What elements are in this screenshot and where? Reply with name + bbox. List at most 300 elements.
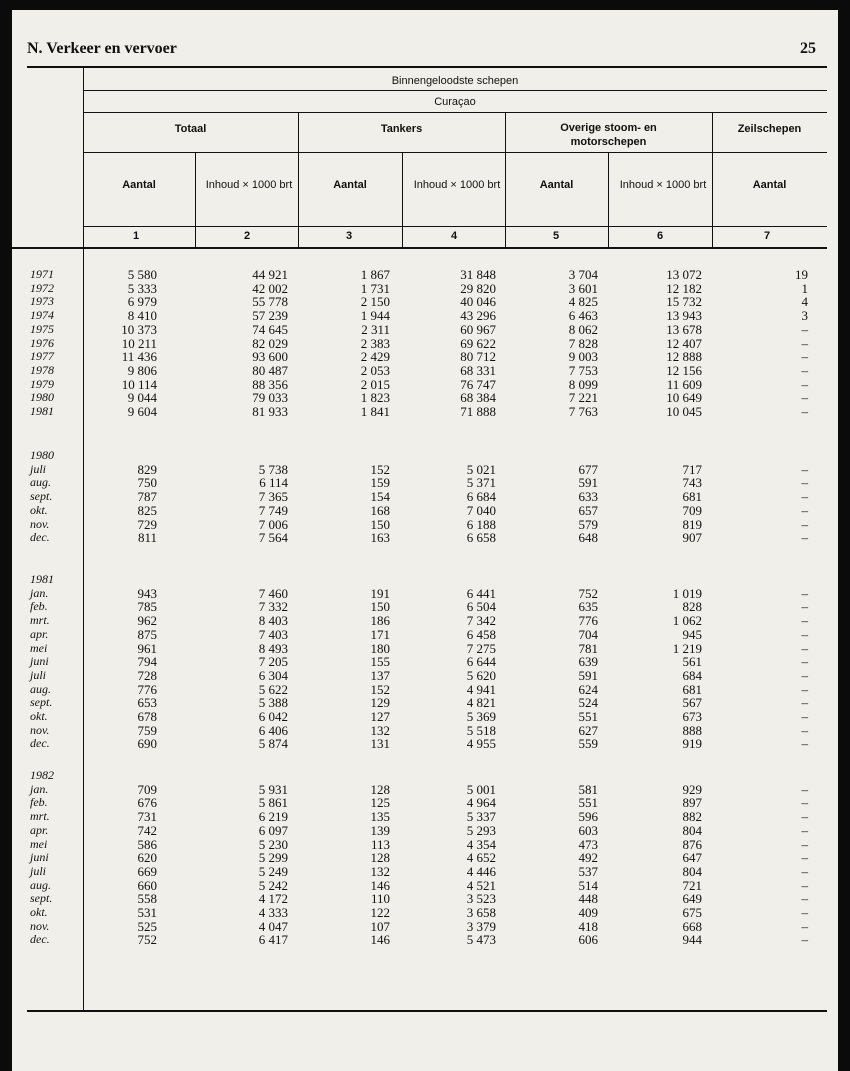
table-cell: – (801, 349, 808, 365)
table-cell: 717 (682, 461, 702, 477)
table-cell: 5 299 (258, 850, 288, 866)
table-cell: 7 342 (466, 613, 496, 629)
table-cell: 43 296 (460, 308, 496, 324)
table-cell: 57 239 (252, 308, 288, 324)
table-cell: 5 249 (258, 863, 288, 879)
table-cell: – (801, 681, 808, 697)
table-cell: 2 383 (360, 335, 390, 351)
table-cell: 128 (370, 850, 390, 866)
table-cell: 561 (682, 654, 702, 670)
table-cell: – (801, 722, 808, 738)
row-label: sept. (30, 695, 53, 710)
table-cell: 591 (578, 475, 598, 491)
group-zeilschepen: Zeilschepen (737, 123, 802, 135)
table-cell: 5 738 (258, 461, 288, 477)
top-rule (27, 66, 827, 68)
table-cell: 3 523 (466, 891, 496, 907)
row-label: jan. (30, 781, 49, 796)
table-cell: 639 (578, 654, 598, 670)
table-cell: 5 622 (258, 681, 288, 697)
table-cell: 653 (137, 695, 157, 711)
table-cell: – (801, 863, 808, 879)
table-cell: 150 (370, 516, 390, 532)
table-cell: 163 (370, 530, 390, 546)
table-cell: – (801, 599, 808, 615)
table-cell: 137 (370, 667, 390, 683)
table-cell: 7 753 (568, 362, 598, 378)
table-cell: 88 356 (252, 376, 288, 392)
table-cell: 1 (801, 280, 808, 296)
row-label: sept. (30, 489, 53, 504)
row-label: sept. (30, 891, 53, 906)
table-cell: 681 (682, 681, 702, 697)
table-cell: 678 (137, 709, 157, 724)
row-label: okt. (30, 709, 48, 723)
table-cell: 677 (578, 461, 598, 477)
row-label: 1972 (30, 280, 54, 295)
table-cell: 6 188 (466, 516, 496, 532)
section-title: N. Verkeer en vervoer (27, 40, 177, 57)
table-cell: 2 053 (360, 362, 390, 378)
group-tankers: Tankers (380, 123, 423, 135)
row-label: 1981 (30, 404, 54, 418)
table-cell: 875 (137, 626, 157, 642)
table-cell: 1 731 (360, 280, 390, 296)
table-cell: 5 473 (466, 932, 496, 948)
table-cell: – (801, 362, 808, 378)
table-cell: 591 (578, 667, 598, 683)
table-cell: 448 (578, 891, 598, 907)
table-cell: – (801, 530, 808, 546)
rule-1 (83, 90, 827, 91)
table-cell: 7 460 (258, 585, 288, 601)
table-cell: – (801, 736, 808, 752)
table-cell: 586 (137, 836, 157, 852)
table-cell: – (801, 390, 808, 406)
row-label: okt. (30, 502, 48, 517)
table-cell: 2 429 (360, 349, 390, 365)
table-cell: 804 (682, 822, 702, 838)
table-cell: 191 (370, 585, 390, 601)
table-cell: 627 (578, 722, 598, 738)
row-label: dec. (30, 932, 50, 947)
table-cell: 13 678 (666, 321, 702, 337)
table-cell: 3 379 (466, 918, 496, 934)
table-cell: 7 365 (258, 489, 288, 505)
row-label: 1980 (30, 448, 54, 462)
col-header-6: Inhoud × 1000 brt (619, 179, 707, 191)
table-cell: 675 (682, 905, 702, 920)
table-cell: – (801, 822, 808, 838)
table-cell: 5 337 (466, 809, 496, 825)
table-cell: 13 943 (666, 308, 702, 324)
table-cell: 8 493 (258, 640, 288, 656)
table-cell: 673 (682, 709, 702, 724)
table-cell: 10 373 (121, 321, 157, 337)
table-cell: 139 (370, 822, 390, 838)
row-label: aug. (30, 681, 51, 696)
row-label: 1973 (30, 294, 54, 309)
table-cell: 6 458 (466, 626, 496, 642)
row-label: 1971 (30, 267, 54, 281)
table-cell: 132 (370, 863, 390, 879)
table-cell: 12 407 (666, 335, 702, 351)
row-label: 1978 (30, 362, 54, 377)
table-cell: 7 403 (258, 626, 288, 642)
col-number-5: 5 (553, 230, 560, 242)
row-label: apr. (30, 822, 49, 837)
table-cell: – (801, 489, 808, 505)
table-cell: 5 620 (466, 667, 496, 683)
table-cell: 647 (682, 850, 702, 866)
table-cell: 11 609 (666, 376, 702, 392)
table-cell: 9 003 (568, 349, 598, 365)
table-cell: 60 967 (460, 321, 496, 337)
table-cell: – (801, 461, 808, 477)
row-label: okt. (30, 905, 48, 919)
table-cell: 781 (578, 640, 598, 656)
row-label: dec. (30, 530, 50, 545)
table-cell: 1 867 (360, 267, 390, 282)
document-page (12, 10, 838, 1071)
row-label: feb. (30, 599, 48, 614)
table-cell: – (801, 932, 808, 948)
table-cell: 5 001 (466, 781, 496, 797)
table-cell: 6 504 (466, 599, 496, 615)
table-cell: 125 (370, 795, 390, 811)
table-cell: 93 600 (252, 349, 288, 365)
table-cell: 750 (137, 475, 157, 491)
table-cell: 531 (137, 905, 157, 920)
table-cell: 681 (682, 489, 702, 505)
col-header-5: Aantal (539, 179, 574, 191)
row-label: mei (30, 836, 48, 851)
col-divider-3 (608, 152, 609, 247)
table-cell: 8 403 (258, 613, 288, 629)
table-cell: 19 (795, 267, 808, 282)
table-cell: 171 (370, 626, 390, 642)
table-cell: 5 333 (127, 280, 157, 296)
table-cell: – (801, 626, 808, 642)
table-cell: 150 (370, 599, 390, 615)
table-cell: 155 (370, 654, 390, 670)
table-cell: 558 (137, 891, 157, 907)
table-cell: 6 979 (127, 294, 157, 310)
table-cell: 159 (370, 475, 390, 491)
table-cell: 551 (578, 709, 598, 724)
table-cell: 9 806 (127, 362, 157, 378)
table-cell: – (801, 654, 808, 670)
table-cell: 648 (578, 530, 598, 546)
table-cell: 11 436 (121, 349, 157, 365)
table-cell: 7 040 (466, 502, 496, 518)
rule-5 (12, 247, 827, 249)
table-cell: 579 (578, 516, 598, 532)
table-cell: 6 658 (466, 530, 496, 546)
row-label: mrt. (30, 613, 50, 628)
table-cell: 676 (137, 795, 157, 811)
table-cell: 79 033 (252, 390, 288, 406)
table-cell: – (801, 809, 808, 825)
row-label: 1976 (30, 335, 54, 350)
table-cell: 113 (370, 836, 390, 852)
row-label: mrt. (30, 809, 50, 824)
table-cell: 4 172 (258, 891, 288, 907)
table-cell: – (801, 475, 808, 491)
col-number-7: 7 (764, 230, 771, 242)
table-cell: 929 (682, 781, 702, 797)
row-label: aug. (30, 475, 51, 490)
table-cell: 5 230 (258, 836, 288, 852)
col-number-6: 6 (657, 230, 664, 242)
table-cell: 3 658 (466, 905, 496, 920)
col-number-2: 2 (244, 230, 251, 242)
table-cell: 4 941 (466, 681, 496, 697)
row-label: nov. (30, 918, 50, 933)
table-cell: 129 (370, 695, 390, 711)
table-cell: 785 (137, 599, 157, 615)
table-cell: 3 704 (568, 267, 598, 282)
table-cell: 110 (370, 891, 390, 907)
row-label: jan. (30, 585, 49, 600)
table-cell: 5 518 (466, 722, 496, 738)
table-cell: 6 406 (258, 722, 288, 738)
table-cell: 4 354 (466, 836, 496, 852)
table-cell: 7 763 (568, 404, 598, 419)
table-cell: 6 417 (258, 932, 288, 948)
table-cell: 29 820 (460, 280, 496, 296)
table-cell: 606 (578, 932, 598, 948)
table-cell: 10 045 (666, 404, 702, 419)
table-cell: – (801, 695, 808, 711)
table-cell: 4 (801, 294, 808, 310)
table-cell: 811 (137, 530, 157, 546)
table-cell: 6 684 (466, 489, 496, 505)
table-cell: 882 (682, 809, 702, 825)
table-cell: 7 205 (258, 654, 288, 670)
table-cell: 514 (578, 877, 598, 893)
table-cell: 418 (578, 918, 598, 934)
table-cell: 721 (682, 877, 702, 893)
table-cell: 10 114 (121, 376, 157, 392)
table-cell: 962 (137, 613, 157, 629)
table-cell: 9 604 (127, 404, 157, 419)
table-cell: 2 015 (360, 376, 390, 392)
table-cell: 186 (370, 613, 390, 629)
table-cell: 897 (682, 795, 702, 811)
table-cell: 7 275 (466, 640, 496, 656)
table-cell: 943 (137, 585, 157, 601)
row-label: dec. (30, 736, 50, 751)
table-cell: 4 047 (258, 918, 288, 934)
table-cell: 6 114 (259, 475, 288, 491)
table-cell: – (801, 640, 808, 656)
table-cell: 3 (801, 308, 808, 324)
table-cell: 709 (682, 502, 702, 518)
table-cell: 7 564 (258, 530, 288, 546)
table-cell: 5 874 (258, 736, 288, 752)
page-number: 25 (800, 40, 816, 57)
table-cell: 3 601 (568, 280, 598, 296)
group-overige: Overige stoom- en motorschepen (560, 122, 657, 148)
table-cell: 473 (578, 836, 598, 852)
table-cell: 7 221 (568, 390, 598, 406)
table-cell: 6 097 (258, 822, 288, 838)
table-cell: 668 (682, 918, 702, 934)
table-cell: 603 (578, 822, 598, 838)
table-cell: 7 828 (568, 335, 598, 351)
table-cell: 8 099 (568, 376, 598, 392)
table-cell: 742 (137, 822, 157, 838)
table-cell: 787 (137, 489, 157, 505)
table-cell: 537 (578, 863, 598, 879)
table-cell: 107 (370, 918, 390, 934)
table-cell: 131 (370, 736, 390, 752)
row-label: 1977 (30, 349, 54, 364)
table-cell: 794 (137, 654, 157, 670)
table-cell: 409 (578, 905, 598, 920)
table-cell: 146 (370, 932, 390, 948)
table-cell: – (801, 404, 808, 419)
row-label: apr. (30, 626, 49, 641)
table-cell: 819 (682, 516, 702, 532)
table-cell: 876 (682, 836, 702, 852)
table-cell: 759 (137, 722, 157, 738)
table-cell: 888 (682, 722, 702, 738)
table-cell: 5 293 (466, 822, 496, 838)
table-cell: 525 (137, 918, 157, 934)
table-cell: 12 888 (666, 349, 702, 365)
col-header-4: Inhoud × 1000 brt (413, 179, 501, 191)
table-cell: 919 (682, 736, 702, 752)
table-cell: 729 (137, 516, 157, 532)
table-cell: 684 (682, 667, 702, 683)
table-cell: 829 (137, 461, 157, 477)
table-cell: 4 964 (466, 795, 496, 811)
table-cell: 44 921 (252, 267, 288, 282)
table-cell: 5 369 (466, 709, 496, 724)
table-cell: 168 (370, 502, 390, 518)
col-number-1: 1 (133, 230, 140, 242)
table-cell: 12 156 (666, 362, 702, 378)
table-cell: 743 (682, 475, 702, 491)
table-cell: – (801, 502, 808, 518)
table-cell: – (801, 335, 808, 351)
table-cell: 669 (137, 863, 157, 879)
table-cell: 4 955 (466, 736, 496, 752)
table-cell: 7 006 (258, 516, 288, 532)
table-cell: 68 331 (460, 362, 496, 378)
table-cell: – (801, 918, 808, 934)
table-cell: 5 242 (258, 877, 288, 893)
row-label: juni (30, 654, 49, 669)
table-cell: – (801, 376, 808, 392)
table-cell: 596 (578, 809, 598, 825)
col-header-1: Aantal (122, 179, 156, 191)
table-cell: 154 (370, 489, 390, 505)
table-cell: 709 (137, 781, 157, 797)
table-cell: 620 (137, 850, 157, 866)
col-divider-1 (195, 152, 196, 247)
table-cell: 4 821 (466, 695, 496, 711)
table-cell: 752 (137, 932, 157, 948)
row-label: aug. (30, 877, 51, 892)
table-cell: 80 712 (460, 349, 496, 365)
row-label: feb. (30, 795, 48, 810)
table-cell: 945 (682, 626, 702, 642)
table-cell: 10 211 (121, 335, 157, 351)
table-cell: 6 644 (466, 654, 496, 670)
table-cell: 4 652 (466, 850, 496, 866)
table-cell: 69 622 (460, 335, 496, 351)
table-cell: – (801, 613, 808, 629)
row-label: nov. (30, 516, 50, 531)
row-label: 1979 (30, 376, 54, 391)
table-cell: 5 931 (258, 781, 288, 797)
col-number-4: 4 (451, 230, 458, 242)
row-label: juli (30, 667, 47, 682)
table-cell: 657 (578, 502, 598, 518)
bottom-rule (27, 1010, 827, 1012)
table-cell: – (801, 795, 808, 811)
table-cell: 122 (370, 905, 390, 920)
table-cell: – (801, 836, 808, 852)
table-cell: 127 (370, 709, 390, 724)
table-cell: 146 (370, 877, 390, 893)
table-cell: 135 (370, 809, 390, 825)
table-cell: 55 778 (252, 294, 288, 310)
table-cell: 581 (578, 781, 598, 797)
table-cell: 5 580 (127, 267, 157, 282)
table-cell: 128 (370, 781, 390, 797)
table-cell: 15 732 (666, 294, 702, 310)
table-cell: 728 (137, 667, 157, 683)
table-cell: 13 072 (666, 267, 702, 282)
table-cell: 80 487 (252, 362, 288, 378)
table-cell: 74 645 (252, 321, 288, 337)
table-cell: 152 (370, 461, 390, 477)
row-label: nov. (30, 722, 50, 737)
table-cell: – (801, 891, 808, 907)
table-cell: 5 021 (466, 461, 496, 477)
table-cell: 567 (682, 695, 702, 711)
table-cell: 825 (137, 502, 157, 518)
table-cell: 82 029 (252, 335, 288, 351)
table-cell: 6 219 (258, 809, 288, 825)
table-cell: 180 (370, 640, 390, 656)
table-cell: – (801, 905, 808, 920)
col-number-3: 3 (346, 230, 353, 242)
table-cell: 42 002 (252, 280, 288, 296)
table-cell: 731 (137, 809, 157, 825)
col-header-3: Aantal (333, 179, 367, 191)
table-cell: 649 (682, 891, 702, 907)
table-cell: 776 (578, 613, 598, 629)
group-totaal: Totaal (174, 123, 207, 135)
table-cell: 6 304 (258, 667, 288, 683)
group-header: Binnengeloodste schepen (391, 75, 519, 87)
table-cell: 624 (578, 681, 598, 697)
table-cell: 524 (578, 695, 598, 711)
row-label: 1975 (30, 321, 54, 336)
table-cell: 633 (578, 489, 598, 505)
table-cell: 4 825 (568, 294, 598, 310)
row-label: mei (30, 640, 48, 655)
table-cell: 6 463 (568, 308, 598, 324)
table-cell: 660 (137, 877, 157, 893)
table-cell: 7 332 (258, 599, 288, 615)
table-cell: – (801, 781, 808, 797)
